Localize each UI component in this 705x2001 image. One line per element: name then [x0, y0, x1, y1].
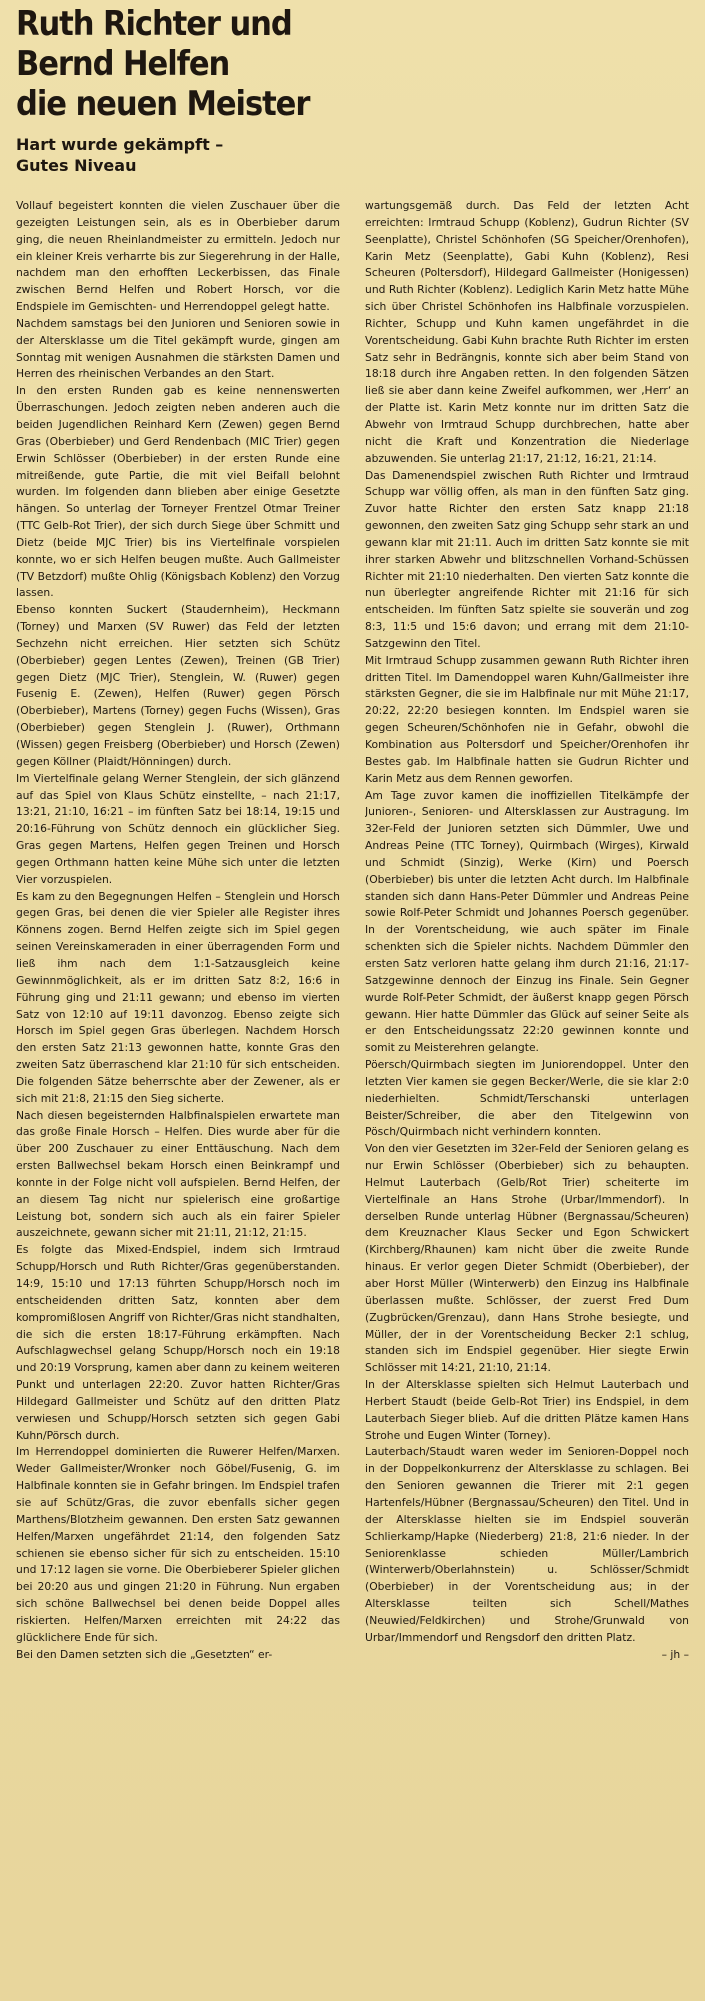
article-paragraph: In der Altersklasse spielten sich Helmut Lauterbach und Herbert Staudt (beide Gelb-Rot Trier) ins Endspiel, in dem Lauterbach Sieger blieb. Auf die dritten Plätze kamen Hans Strohe und Eugen Winter (Torney).: [365, 1378, 689, 1442]
article-paragraph: Es folgte das Mixed-Endspiel, indem sich Irmtraud Schupp/Horsch und Ruth Richter/Gras gegenüberstanden. 14:9, 15:10 und 17:13 führten Schupp/Horsch noch im entscheidenden dritten Satz, konnten aber dem kompromißlosen Angriff von Richter/Gras nicht standhalten, die sich die ersten 18:17-Führung erkämpften. Nach Aufschlagwechsel gelang Schupp/Horsch noch ein 19:18 und 20:19 Vorsprung, kamen aber dann zu keinem weiteren Punkt und unterlagen 22:20. Zuvor hatten Richter/Gras Hildegard Gallmeister und Schütz auf den dritten Platz verwiesen und Schupp/Horsch setzten sich gegen Gabi Kuhn/Pörsch durch.: [16, 1243, 340, 1442]
article-paragraph: Nachdem samstags bei den Junioren und Senioren sowie in der Altersklasse um die Titel gekämpft wurde, gingen am Sonntag mit wenigen Ausnahmen die stärksten Damen und Herren des rheinischen Verbandes an den Start.: [16, 316, 340, 381]
article-paragraph: Das Damenendspiel zwischen Ruth Richter und Irmtraud Schupp war völlig offen, als man in den fünften Satz ging. Zuvor hatte Richter den ersten Satz knapp 21:18 gewonnen, den zweiten Satz ging Schupp sehr stark an und gewann klar mit 21:11. Auch im dritten Satz konnte sie mit ihrer starken Abwehr und blitzschnellen Vorhand-Schüssen Richter mit 21:10 niederhalten. Den vierten Satz konnte die nun überlegter angreifende Richter mit 21:16 für sich entscheiden. Im fünften Satz spielte sie souverän und zog 8:3, 11:5 und 15:6 davon; und errang mit dem 21:10-Satzgewinn den Titel.: [365, 468, 689, 650]
article-paragraph: Am Tage zuvor kamen die inoffiziellen Titelkämpfe der Junioren-, Senioren- und Altersklassen zur Austragung. Im 32er-Feld der Junioren setzten sich Dümmler, Uwe und Andreas Peine (TTC Torney), Quirmbach (Wirges), Kirwald und Schmidt (Sinzig), Werke (Kirn) und Poersch (Oberbieber) bis unter die letzten Acht durch. Im Halbfinale standen sich dann Hans-Peter Dümmler und Andreas Peine sowie Rolf-Peter Schmidt und Johannes Poersch gegenüber. In der Vorentscheidung, wie auch später im Finale schenkten sich die Spieler nichts. Nachdem Dümmler den ersten Satz verloren hatte gelang ihm durch 21:16, 21:17-Satzgewinne dennoch der Einzug ins Finale. Sein Gegner wurde Rolf-Peter Schmidt, der äußerst knapp gegen Pörsch gewann. Hier hatte Dümmler das Glück auf seiner Seite als er den Entscheidungssatz 22:20 gewinnen konnte und somit zu Meisterehren gelangte.: [365, 788, 689, 1055]
article-body: [16, 198, 689, 1993]
subheadline: [16, 134, 689, 176]
headline-line-3: die neuen Meister: [16, 84, 310, 124]
article-paragraph: Ebenso konnten Suckert (Staudernheim), Heckmann (Torney) und Marxen (SV Ruwer) das Feld der letzten Sechzehn nicht erreichen. Hier setzten sich Schütz (Oberbieber) gegen Lentes (Zewen), Treinen (GB Trier) gegen Dietz (MJC Trier), Stenglein, W. (Ruwer) gegen Fusenig E. (Zewen), Helfen (Ruwer) gegen Pörsch (Oberbieber), Martens (Torney) gegen Fuchs (Wissen), Gras (Oberbieber) gegen Stenglein J. (Ruwer), Orthmann (Wissen) gegen Freisberg (Oberbieber) und Horsch (Zewen) gegen Köllner (Plaidt/Hönningen) durch.: [16, 603, 340, 768]
author-signature: – jh –: [661, 1647, 689, 1661]
article-paragraph: Es kam zu den Begegnungen Helfen – Stenglein und Horsch gegen Gras, bei denen die vier Spieler alle Register ihres Könnens zogen. Bernd Helfen zeigte sich im Spiel gegen seinen Vereinskameraden in einer überragenden Form und ließ ihm nach dem 1:1-Satzausgleich keine Gewinnmöglichkeit, als er im dritten Satz 8:2, 16:6 in Führung ging und 21:11 gewann; und ebenso im vierten Satz von 12:10 auf 19:11 davonzog. Ebenso zeigte sich Horsch im Spiel gegen Gras überlegen. Nachdem Horsch den ersten Satz 21:13 gewonnen hatte, konnte Gras den zweiten Satz überraschend klar 21:10 für sich entscheiden. Die folgenden Sätze beherrschte aber der Zewener, als er sich mit 21:8, 21:15 den Sieg sicherte.: [16, 889, 340, 1105]
article-paragraph: Lauterbach/Staudt waren weder im Senioren-Doppel noch in der Doppelkonkurrenz der Altersklasse zu schlagen. Bei den Senioren gewannen die Trierer mit 2:1 gegen Hartenfels/Hübner (Bergnassau/Scheuren) den Titel. Und in der Altersklasse hielten sie im Endspiel souverän Schlierkamp/Hapke (Niederberg) 21:8, 21:6 nieder. In der Seniorenklasse schieden Müller/Lambrich (Winterwerb/Oberlahnstein) u. Schlösser/Schmidt (Oberbieber) in der Vorentscheidung aus; in der Altersklasse teilten sich Schell/Mathes (Neuwied/Feldkirchen) und Strohe/Grunwald von Urbar/Immendorf und Rengsdorf den dritten Platz.: [365, 1445, 689, 1644]
subheadline-line-2: Gutes Niveau: [16, 156, 137, 175]
article-paragraph: Nach diesen begeisternden Halbfinalspielen erwartete man das große Finale Horsch – Helfen. Dies wurde aber für die über 200 Zuschauer zu einer Enttäuschung. Nach dem ersten Ballwechsel bekam Horsch einen Beinkrampf und konnte in der Folge nicht voll aufspielen. Bernd Helfen, der an diesem Tag nicht nur spielerisch eine großartige Leistung bot, sondern sich auch als ein fairer Spieler auszeichnete, gewann sicher mit 21:11, 21:12, 21:15.: [16, 1108, 340, 1240]
article-paragraph: In den ersten Runden gab es keine nennenswerten Überraschungen. Jedoch zeigten neben anderen auch die beiden Jugendlichen Reinhard Kern (Zewen) gegen Bernd Gras (Oberbieber) und Gerd Rendenbach (MIC Trier) gegen Erwin Schlösser (Oberbieber) in der ersten Runde eine mitreißende, gute Partie, die mit viel Beifall belohnt wurden. Im folgenden dann blieben aber einige Gesetzte hängen. So unterlag der Torneyer Frentzel Otmar Treiner (TTC Gelb-Rot Trier), der sich durch Siege über Schmitt und Dietz (beide MJC Trier) bis ins Viertelfinale vorspielen konnte, wo er sich Helfen beugen mußte. Auch Gallmeister (TV Betzdorf) mußte Ohlig (Königsbach Koblenz) den Vorzug lassen.: [16, 384, 340, 600]
headline-line-1: Ruth Richter und: [16, 4, 292, 44]
article-paragraph: Bei den Damen setzten sich die „Gesetzten“ er-: [16, 1647, 273, 1661]
article-paragraph: Im Viertelfinale gelang Werner Stenglein, der sich glänzend auf das Spiel von Klaus Schütz einstellte, – nach 21:17, 13:21, 21:10, 16:21 – im fünften Satz bei 18:14, 19:15 und 20:16-Führung von Schütz dennoch ein glücklicher Sieg. Gras gegen Martens, Helfen gegen Treinen und Horsch gegen Orthmann hatten keine Mühe sich unter die letzten Vier vorzuspielen.: [16, 771, 340, 886]
article-paragraph: Im Herrendoppel dominierten die Ruwerer Helfen/Marxen. Weder Gallmeister/Wronker noch Göbel/Fusenig, G. im Halbfinale konnten sie in Gefahr bringen. Im Endspiel trafen sie auf Schütz/Gras, die zuvor ebenfalls sicher gegen Marthens/Blotzheim gewannen. Den ersten Satz gewannen Helfen/Marxen ungefährdet 21:14, den folgenden Satz schienen sie ebenso sicher für sich zu entscheiden. 15:10 und 17:12 lagen sie vorne. Die Oberbieberer Spieler glichen bei 20:20 aus und gingen 21:20 in Führung. Nun ergaben sich schöne Ballwechsel bei denen beide Doppel alles riskierten. Helfen/Marxen erreichten mit 24:22 das glücklichere Ende für sich.: [16, 1445, 340, 1644]
headline-line-2: Bernd Helfen: [16, 44, 230, 84]
article-paragraph: Vollauf begeistert konnten die vielen Zuschauer über die gezeigten Leistungen sein, als es in Oberbieber darum ging, die neuen Rheinlandmeister zu ermitteln. Jedoch nur ein kleiner Kreis verharrte bis zur Siegerehrung in der Halle, nachdem man den erhofften Leckerbissen, das Finale zwischen Bernd Helfen und Robert Horsch, vor die Endspiele im Gemischten- und Herrendoppel gelegt hatte.: [16, 199, 340, 314]
article-paragraph: Von den vier Gesetzten im 32er-Feld der Senioren gelang es nur Erwin Schlösser (Oberbieber) sich zu behaupten. Helmut Lauterbach (Gelb/Rot Trier) scheiterte im Viertelfinale an Hans Strohe (Urbar/Immendorf). In derselben Runde unterlag Hübner (Bergnassau/Scheuren) dem Kreuznacher Klaus Secker und Egon Schwickert (Kirchberg/Rhaunen) kam nicht über die zweite Runde hinaus. Er verlor gegen Dieter Schmidt (Oberbieber), der aber Horst Müller (Winterwerb) den Einzug ins Halbfinale überlassen mußte. Schlösser, der zuerst Fred Dum (Zugbrücken/Grenzau), dann Hans Strohe besiegte, und Müller, der in der Vorentscheidung Becker 2:1 schlug, standen sich im Endspiel gegenüber. Hier siegte Erwin Schlösser mit 14:21, 21:10, 21:14.: [365, 1142, 689, 1375]
article-paragraph: wartungsgemäß durch. Das Feld der letzten Acht erreichten: Irmtraud Schupp (Koblenz), Gudrun Richter (SV Seenplatte), Christel Schönhofen (SG Speicher/Orenhofen), Karin Metz (Seenplatte), Gabi Kuhn (Koblenz), Resi Scheuren (Poltersdorf), Hildegard Gallmeister (Honigessen) und Ruth Richter (Koblenz). Lediglich Karin Metz hatte Mühe sich über Christel Schönhofen ins Halbfinale vorzuspielen. Richter, Schupp und Kuhn kamen ungefährdet in die Vorentscheidung. Gabi Kuhn brachte Ruth Richter im ersten Satz sehr in Bedrängnis, konnte sich aber beim Stand von 18:18 durch ihre Angaben retten. In den folgenden Sätzen ließ sie aber dann keine Zweifel aufkommen, wer ‚Herr‘ an der Platte ist. Karin Metz konnte nur im dritten Satz die Abwehr von Irmtraud Schupp durchbrechen, hatte aber nicht die Kraft und Konzentration die Niederlage abzuwenden. Sie unterlag 21:17, 21:12, 16:21, 21:14.: [365, 199, 689, 465]
article-paragraph: Mit Irmtraud Schupp zusammen gewann Ruth Richter ihren dritten Titel. Im Damendoppel waren Kuhn/Gallmeister ihre stärksten Gegner, die sie im Halbfinale nur mit Mühe 21:17, 20:22, 22:20 besiegen konnten. Im Endspiel waren sie gegen Scheuren/Schönhofen nie in Gefahr, obwohl die Kombination aus Poltersdorf und Speicher/Orenhofen ihr Bestes gab. Im Halbfinale hatten sie Gudrun Richter und Karin Metz aus dem Rennen geworfen.: [365, 653, 689, 785]
article-paragraph: Pöersch/Quirmbach siegten im Juniorendoppel. Unter den letzten Vier kamen sie gegen Becker/Werle, die sie klar 2:0 niederhielten. Schmidt/Terschanski unterlagen Beister/Schreiber, die aber den Titelgewinn von Pösch/Quirmbach nicht verhindern konnten.: [365, 1058, 689, 1139]
headline: [16, 0, 340, 124]
subheadline-line-1: Hart wurde gekämpft –: [16, 135, 224, 154]
article-column-left: [16, 198, 340, 1993]
article-column-right: [365, 198, 689, 1993]
